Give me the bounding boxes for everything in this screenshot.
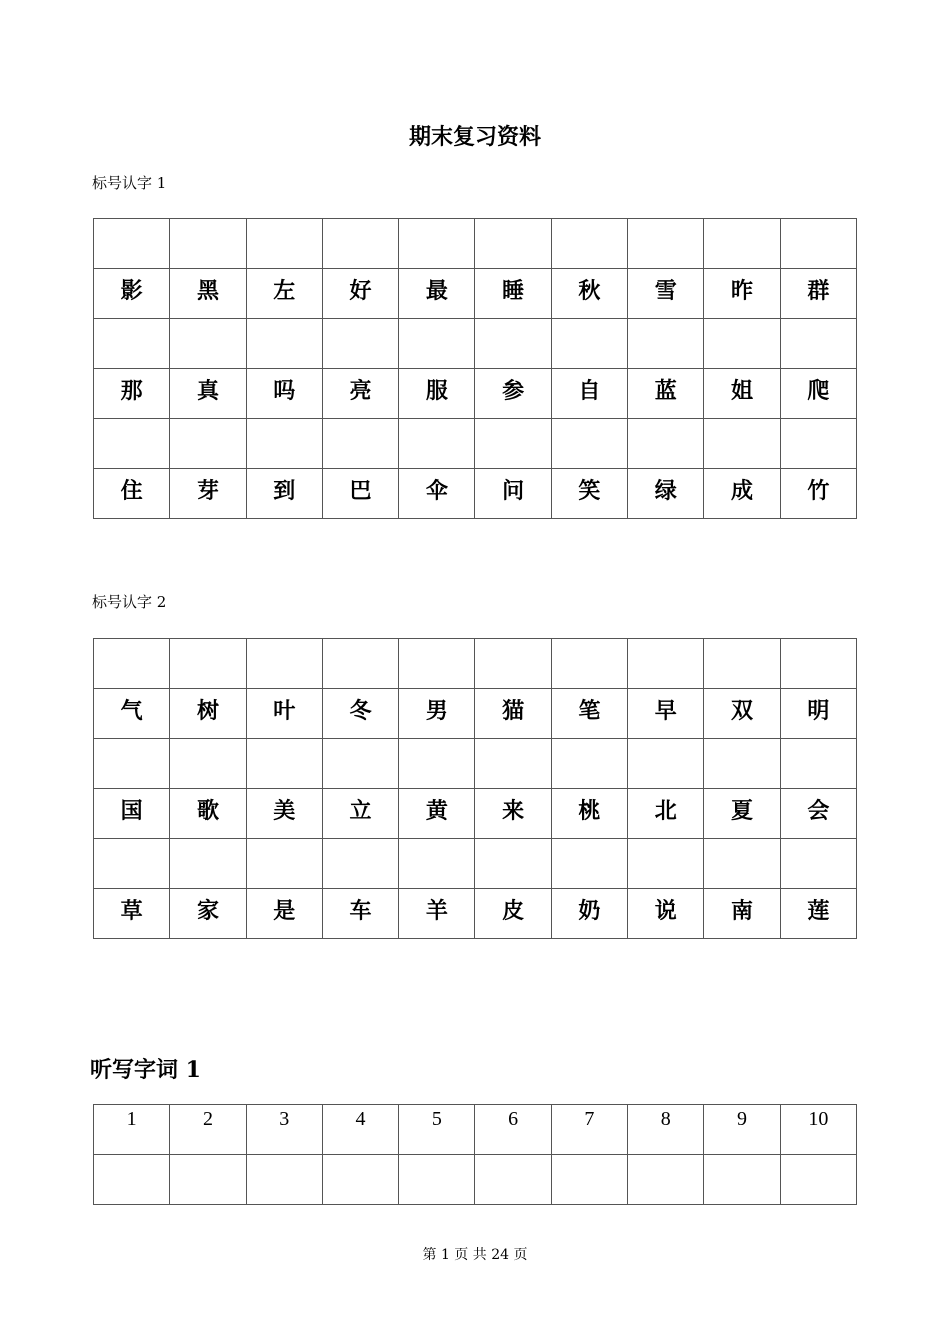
character-cell: 北 [628,789,704,839]
answer-cell[interactable] [704,1155,780,1205]
character-cell: 明 [780,689,856,739]
character-cell: 桃 [551,789,627,839]
character-cell: 是 [246,889,322,939]
blank-cell [704,219,780,269]
blank-cell [322,639,398,689]
blank-cell [399,419,475,469]
character-cell: 到 [246,469,322,519]
character-cell: 羊 [399,889,475,939]
blank-cell [399,219,475,269]
blank-cell [780,419,856,469]
character-row [94,789,857,839]
blank-cell [94,739,170,789]
character-cell: 气 [94,689,170,739]
blank-cell [322,319,398,369]
blank-cell [322,419,398,469]
character-cell: 秋 [551,269,627,319]
character-row [94,269,857,319]
blank-cell [551,739,627,789]
character-cell: 亮 [322,369,398,419]
blank-cell [322,839,398,889]
blank-cell [246,319,322,369]
blank-row [94,319,857,369]
answer-cell[interactable] [399,1155,475,1205]
blank-cell [628,219,704,269]
answer-cell[interactable] [94,1155,170,1205]
character-cell: 爬 [780,369,856,419]
character-cell: 伞 [399,469,475,519]
page-title: 期末复习资料 [408,124,541,150]
blank-cell [628,639,704,689]
answer-cell[interactable] [322,1155,398,1205]
character-cell: 猫 [475,689,551,739]
character-cell: 皮 [475,889,551,939]
character-row [94,689,857,739]
blank-cell [246,219,322,269]
blank-cell [551,419,627,469]
character-cell: 竹 [780,469,856,519]
number-cell: 8 [628,1105,704,1155]
blank-cell [780,319,856,369]
blank-cell [170,319,246,369]
character-cell: 自 [551,369,627,419]
blank-cell [475,219,551,269]
character-cell: 最 [399,269,475,319]
character-cell: 绿 [628,469,704,519]
blank-cell [399,739,475,789]
blank-cell [475,419,551,469]
blank-cell [399,839,475,889]
character-cell: 立 [322,789,398,839]
character-row [94,889,857,939]
blank-cell [551,319,627,369]
character-cell: 男 [399,689,475,739]
character-cell: 雪 [628,269,704,319]
answer-cell[interactable] [170,1155,246,1205]
character-table-2 [93,638,857,939]
character-cell: 巴 [322,469,398,519]
number-cell: 2 [170,1105,246,1155]
blank-cell [246,739,322,789]
character-cell: 国 [94,789,170,839]
character-cell: 住 [94,469,170,519]
blank-cell [475,319,551,369]
blank-cell [94,319,170,369]
blank-cell [246,839,322,889]
dictation-heading: 听写字词 1 [90,1057,201,1083]
number-cell: 3 [246,1105,322,1155]
blank-cell [551,639,627,689]
blank-cell [170,639,246,689]
blank-row [94,419,857,469]
number-cell: 5 [399,1105,475,1155]
character-cell: 姐 [704,369,780,419]
blank-cell [628,839,704,889]
page-footer: 第 1 页 共 24 页 [422,1247,528,1263]
blank-cell [322,219,398,269]
blank-cell [551,839,627,889]
answer-row [94,1155,857,1205]
number-row [94,1105,857,1155]
character-cell: 草 [94,889,170,939]
blank-cell [94,639,170,689]
blank-cell [399,319,475,369]
character-cell: 歌 [170,789,246,839]
character-cell: 奶 [551,889,627,939]
character-cell: 服 [399,369,475,419]
character-cell: 芽 [170,469,246,519]
number-cell: 10 [780,1105,856,1155]
character-cell: 黑 [170,269,246,319]
blank-cell [780,739,856,789]
blank-cell [780,839,856,889]
character-cell: 冬 [322,689,398,739]
character-cell: 昨 [704,269,780,319]
blank-cell [94,839,170,889]
blank-cell [704,739,780,789]
blank-cell [628,739,704,789]
blank-cell [475,839,551,889]
character-cell: 家 [170,889,246,939]
character-table-1 [93,218,857,519]
blank-cell [475,739,551,789]
answer-cell[interactable] [780,1155,856,1205]
character-cell: 南 [704,889,780,939]
blank-cell [780,639,856,689]
character-cell: 双 [704,689,780,739]
character-cell: 左 [246,269,322,319]
number-cell: 6 [475,1105,551,1155]
answer-cell[interactable] [551,1155,627,1205]
character-cell: 好 [322,269,398,319]
character-cell: 莲 [780,889,856,939]
character-cell: 影 [94,269,170,319]
answer-cell[interactable] [475,1155,551,1205]
character-cell: 黄 [399,789,475,839]
character-cell: 叶 [246,689,322,739]
blank-cell [322,739,398,789]
character-cell: 来 [475,789,551,839]
number-cell: 1 [94,1105,170,1155]
blank-cell [170,839,246,889]
blank-cell [704,639,780,689]
section-label-2: 标号认字 2 [92,593,167,611]
character-cell: 早 [628,689,704,739]
character-cell: 蓝 [628,369,704,419]
blank-row [94,639,857,689]
blank-cell [246,419,322,469]
blank-cell [551,219,627,269]
blank-row [94,739,857,789]
character-cell: 树 [170,689,246,739]
number-cell: 4 [322,1105,398,1155]
blank-cell [780,219,856,269]
answer-cell[interactable] [246,1155,322,1205]
character-cell: 问 [475,469,551,519]
answer-cell[interactable] [628,1155,704,1205]
character-cell: 吗 [246,369,322,419]
number-cell: 9 [704,1105,780,1155]
character-cell: 那 [94,369,170,419]
blank-cell [94,219,170,269]
blank-cell [704,419,780,469]
blank-cell [475,639,551,689]
blank-cell [399,639,475,689]
character-cell: 说 [628,889,704,939]
blank-cell [170,219,246,269]
blank-cell [704,839,780,889]
blank-row [94,219,857,269]
blank-cell [628,319,704,369]
character-cell: 笑 [551,469,627,519]
blank-cell [628,419,704,469]
number-cell: 7 [551,1105,627,1155]
blank-cell [170,419,246,469]
character-cell: 真 [170,369,246,419]
character-cell: 群 [780,269,856,319]
character-cell: 参 [475,369,551,419]
character-cell: 笔 [551,689,627,739]
character-cell: 夏 [704,789,780,839]
blank-cell [170,739,246,789]
character-cell: 成 [704,469,780,519]
blank-row [94,839,857,889]
blank-cell [94,419,170,469]
blank-cell [246,639,322,689]
character-cell: 美 [246,789,322,839]
character-cell: 会 [780,789,856,839]
blank-cell [704,319,780,369]
character-cell: 车 [322,889,398,939]
section-label-1: 标号认字 1 [92,174,167,192]
character-row [94,469,857,519]
character-cell: 睡 [475,269,551,319]
character-row [94,369,857,419]
dictation-table [93,1104,857,1205]
